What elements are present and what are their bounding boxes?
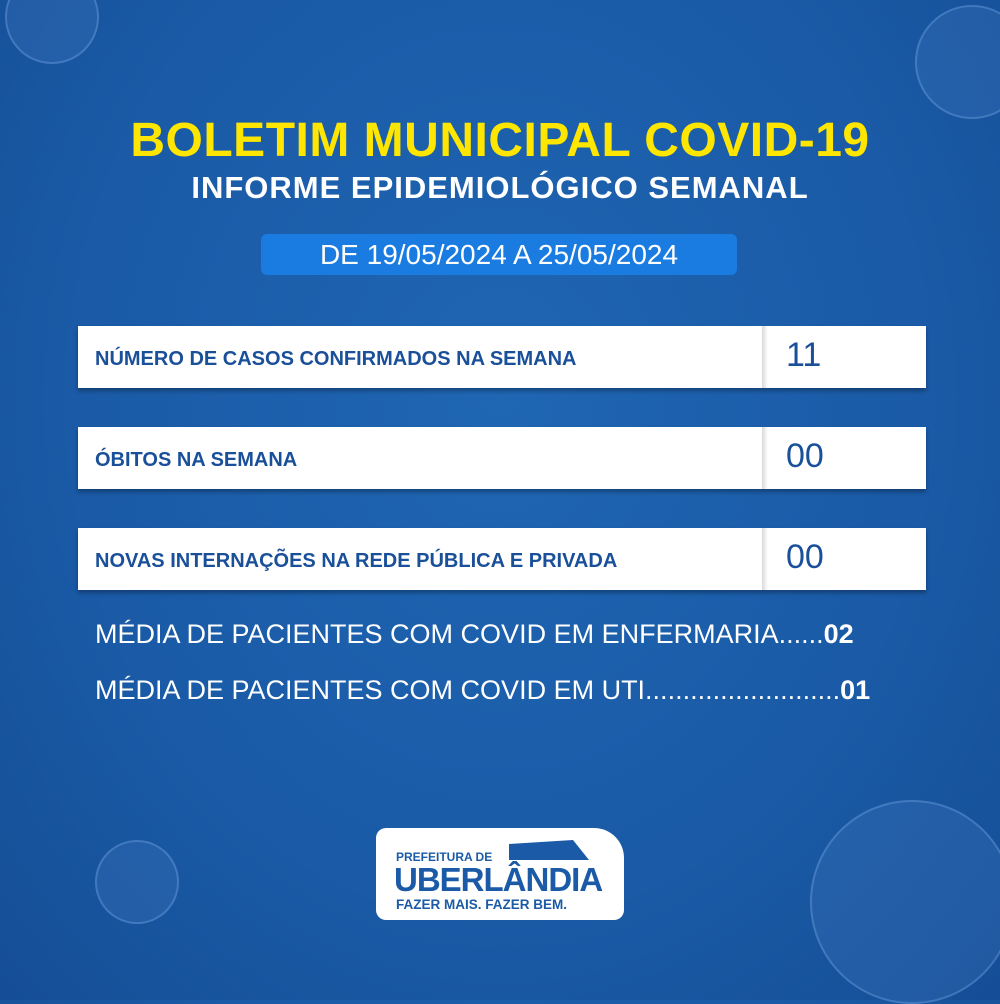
period-badge: DE 19/05/2024 A 25/05/2024 [261,234,737,275]
stat-row-cases [78,326,926,388]
stat-label: NOVAS INTERNAÇÕES NA REDE PÚBLICA E PRIVADA [95,550,618,572]
virus-decoration-icon [915,5,1000,119]
virus-decoration-icon [810,800,1000,1004]
stat-value: 00 [786,538,824,576]
average-label: MÉDIA DE PACIENTES COM COVID EM UTI.......................... [95,675,841,705]
average-value: 02 [823,619,854,649]
divider [762,326,768,388]
divider [762,427,768,489]
average-value: 01 [840,675,871,705]
virus-decoration-icon [5,0,99,64]
logo-city: UBERLÂNDIA [394,861,603,898]
stat-value: 00 [786,437,824,475]
stat-row-hospitalizations [78,528,926,590]
page-title: BOLETIM MUNICIPAL COVID-19 [130,114,870,167]
stat-row-deaths [78,427,926,489]
logo-line1: PREFEITURA DE [396,850,493,864]
average-ward [95,619,854,650]
mountain-sun-icon [509,840,589,860]
stat-label: NÚMERO DE CASOS CONFIRMADOS NA SEMANA [95,348,577,370]
virus-decoration-icon [95,840,179,924]
divider [762,528,768,590]
logo-slogan: FAZER MAIS. FAZER BEM. [396,897,568,912]
stat-value: 11 [786,336,822,374]
page-subtitle: INFORME EPIDEMIOLÓGICO SEMANAL [191,170,809,205]
average-label: MÉDIA DE PACIENTES COM COVID EM ENFERMARIA...... [95,619,824,649]
average-icu [95,675,870,706]
stat-label: ÓBITOS NA SEMANA [95,449,298,471]
uberlandia-logo [376,828,624,920]
